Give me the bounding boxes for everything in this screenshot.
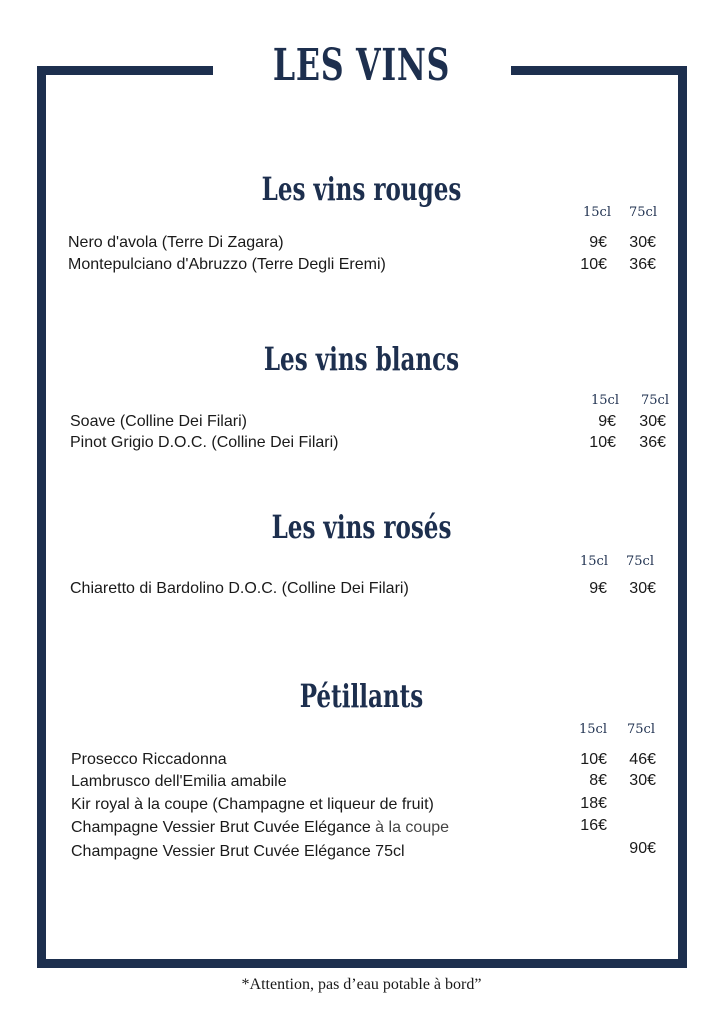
price-15cl: 10€: [580, 751, 607, 768]
wine-item: Lambrusco dell'Emilia amabile: [71, 773, 287, 790]
page-title: LES VINS: [272, 40, 451, 91]
section-title-blancs: Les vins blancs: [263, 340, 460, 378]
wine-item: Nero d'avola (Terre Di Zagara): [68, 234, 284, 251]
wine-item: Chiaretto di Bardolino D.O.C. (Colline Dei Filari): [70, 580, 409, 597]
price-15cl: 9€: [589, 234, 607, 251]
price-15cl: 10€: [589, 434, 616, 451]
price-75cl: 30€: [629, 580, 656, 597]
price-75cl: 36€: [629, 256, 656, 273]
wine-item-suffix: à la coupe: [370, 819, 450, 836]
price-15cl: 8€: [589, 772, 607, 789]
price-15cl: 16€: [580, 817, 607, 834]
col-head-15cl: 15cl: [580, 554, 608, 569]
wine-item: Soave (Colline Dei Filari): [70, 413, 247, 430]
price-75cl: 30€: [629, 234, 656, 251]
price-15cl: 10€: [580, 256, 607, 273]
col-head-75cl: 75cl: [627, 722, 655, 737]
col-head-75cl: 75cl: [641, 393, 669, 408]
wine-item: [71, 819, 449, 837]
frame-border-right: [678, 66, 687, 968]
wine-item: Kir royal à la coupe (Champagne et liqueur de fruit): [71, 796, 434, 813]
price-75cl: 36€: [639, 434, 666, 451]
price-15cl: 9€: [589, 580, 607, 597]
col-head-15cl: 15cl: [591, 393, 619, 408]
wine-item: Prosecco Riccadonna: [71, 751, 227, 768]
wine-item: Pinot Grigio D.O.C. (Colline Dei Filari): [70, 434, 339, 451]
price-75cl: 30€: [639, 413, 666, 430]
frame-border-bottom: [37, 959, 687, 968]
col-head-75cl: 75cl: [629, 205, 657, 220]
price-75cl: 46€: [629, 751, 656, 768]
price-15cl: 18€: [580, 795, 607, 812]
price-15cl: 9€: [598, 413, 616, 430]
price-75cl: 90€: [629, 840, 656, 857]
section-title-roses: Les vins rosés: [271, 508, 452, 546]
wine-item-name: Champagne Vessier Brut Cuvée Elégance: [71, 819, 371, 836]
section-title-rouges: Les vins rouges: [261, 170, 462, 208]
footer-note: *Attention, pas d’eau potable à bord”: [241, 976, 482, 993]
col-head-15cl: 15cl: [579, 722, 607, 737]
frame-border-left: [37, 66, 46, 968]
section-title-petillants: Pétillants: [299, 677, 424, 715]
col-head-75cl: 75cl: [626, 554, 654, 569]
wine-item: Montepulciano d'Abruzzo (Terre Degli Eremi): [68, 256, 386, 273]
wine-item: Champagne Vessier Brut Cuvée Elégance 75cl: [71, 843, 405, 860]
price-75cl: 30€: [629, 772, 656, 789]
col-head-15cl: 15cl: [583, 205, 611, 220]
